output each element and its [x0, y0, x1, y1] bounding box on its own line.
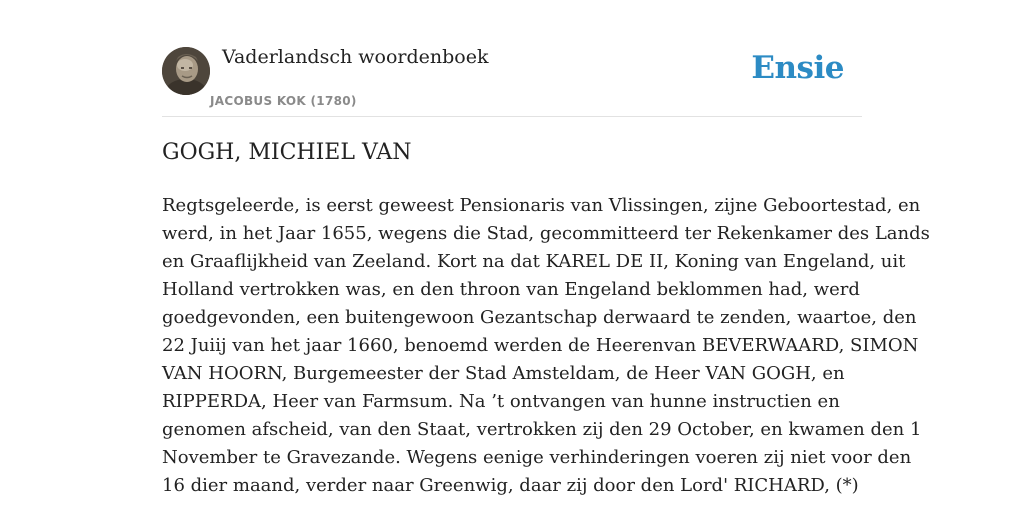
entry-line: 22 Juiij van het jaar 1660, benoemd werden de Heerenvan BEVERWAARD, SIMON — [162, 335, 919, 356]
author-portrait-icon[interactable] — [162, 47, 210, 95]
page-header — [162, 46, 862, 117]
entry-line: RIPPERDA, Heer van Farmsum. Na ’t ontvangen van hunne instructien en — [162, 391, 840, 412]
entry-line: genomen afscheid, van den Staat, vertrokken zij den 29 October, en kwamen den 1 — [162, 419, 922, 440]
entry-line: Regtsgeleerde, is eerst geweest Pensionaris van Vlissingen, zijne Geboortestad, en — [162, 195, 921, 216]
ensie-logo[interactable]: Ensie — [751, 50, 844, 86]
entry-line: werd, in het Jaar 1655, wegens die Stad, gecommitteerd ter Rekenkamer des Lands — [162, 223, 930, 244]
entry-line: 16 dier maand, verder naar Greenwig, daar zij door den Lord' RICHARD, (*) — [162, 475, 859, 496]
book-title-link[interactable]: Vaderlandsch woordenboek — [222, 46, 489, 68]
entry-line: Holland vertrokken was, en den throon van Engeland beklommen had, werd — [162, 279, 860, 300]
author-label[interactable]: JACOBUS KOK (1780) — [210, 94, 357, 108]
entry-title: GOGH, MICHIEL VAN — [162, 140, 412, 165]
entry-body — [162, 192, 930, 500]
entry-line: November te Gravezande. Wegens eenige verhinderingen voeren zij niet voor den — [162, 447, 912, 468]
entry-line: goedgevonden, een buitengewoon Gezantschap derwaard te zenden, waartoe, den — [162, 307, 917, 328]
entry-line: VAN HOORN, Burgemeester der Stad Amsteldam, de Heer VAN GOGH, en — [162, 363, 845, 384]
entry-line: en Graaflijkheid van Zeeland. Kort na dat KAREL DE II, Koning van Engeland, uit — [162, 251, 906, 272]
